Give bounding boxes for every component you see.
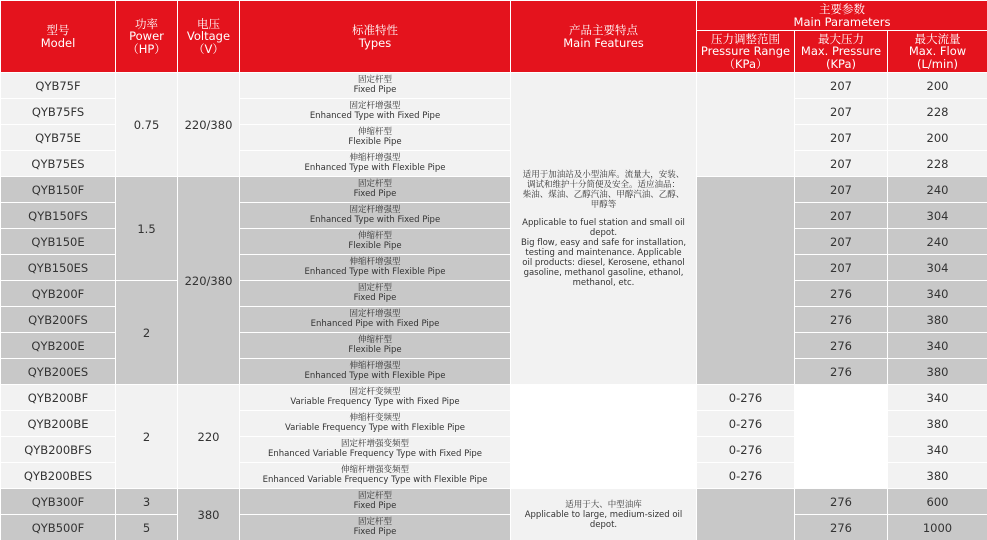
header-voltage: 电压 Voltage （V）: [178, 1, 240, 73]
type-cell: 固定杆增强型 Enhanced Pipe with Fixed Pipe: [240, 307, 511, 333]
max-pressure-cell: 207: [795, 255, 888, 281]
max-pressure-cell: 207: [795, 203, 888, 229]
header-main-features: 产品主要特点 Main Features: [511, 1, 697, 73]
max-flow-cell: 340: [888, 333, 987, 359]
voltage-cell: 220: [178, 385, 240, 489]
table-header: [1, 1, 987, 73]
max-pressure-cell: 276: [795, 333, 888, 359]
pressure-range-cell: 0-276: [697, 463, 795, 489]
table-row: [1, 385, 987, 411]
max-flow-cell: 380: [888, 359, 987, 385]
power-cell: 0.75: [116, 73, 178, 177]
type-cell: 固定杆增强型 Enhanced Type with Fixed Pipe: [240, 99, 511, 125]
max-pressure-cell: 207: [795, 151, 888, 177]
max-pressure-cell: 276: [795, 515, 888, 540]
header-max-flow: 最大流量 Max. Flow (L/min): [888, 31, 987, 73]
model-cell: QYB200FS: [1, 307, 116, 333]
pressure-range-cell: [697, 489, 795, 540]
max-pressure-cell: 276: [795, 307, 888, 333]
table-row: [1, 177, 987, 203]
pressure-range-cell: [697, 177, 795, 385]
model-cell: QYB200E: [1, 333, 116, 359]
max-pressure-cell: 207: [795, 125, 888, 151]
type-cell: 伸缩杆型 Flexible Pipe: [240, 229, 511, 255]
max-pressure-cell-empty: [795, 385, 888, 489]
model-cell: QYB150ES: [1, 255, 116, 281]
max-flow-cell: 380: [888, 411, 987, 437]
type-cell: 伸缩杆增强型 Enhanced Type with Flexible Pipe: [240, 255, 511, 281]
max-flow-cell: 228: [888, 99, 987, 125]
pressure-range-cell: 0-276: [697, 385, 795, 411]
power-cell: 1.5: [116, 177, 178, 281]
max-flow-cell: 200: [888, 125, 987, 151]
max-pressure-cell: 207: [795, 99, 888, 125]
power-cell: 5: [116, 515, 178, 540]
model-cell: QYB200BF: [1, 385, 116, 411]
table-row: [1, 281, 987, 307]
max-pressure-cell: 276: [795, 489, 888, 515]
model-cell: QYB150E: [1, 229, 116, 255]
model-cell: QYB300F: [1, 489, 116, 515]
max-flow-cell: 340: [888, 385, 987, 411]
model-cell: QYB75F: [1, 73, 116, 99]
max-flow-cell: 340: [888, 281, 987, 307]
type-cell: 固定杆型 Fixed Pipe: [240, 489, 511, 515]
type-cell: 伸缩杆增强变频型 Enhanced Variable Frequency Type with Flexible Pipe: [240, 463, 511, 489]
max-flow-cell: 380: [888, 463, 987, 489]
model-cell: QYB75ES: [1, 151, 116, 177]
features-cell-empty: [511, 385, 697, 489]
voltage-cell: 380: [178, 489, 240, 540]
table-body: [1, 73, 987, 540]
type-cell: 固定杆增强变频型 Enhanced Variable Frequency Type with Fixed Pipe: [240, 437, 511, 463]
model-cell: QYB75E: [1, 125, 116, 151]
max-pressure-cell: 207: [795, 229, 888, 255]
header-model: 型号 Model: [1, 1, 116, 73]
pressure-range-cell: 0-276: [697, 437, 795, 463]
model-cell: QYB500F: [1, 515, 116, 540]
max-pressure-cell: 207: [795, 73, 888, 99]
max-flow-cell: 200: [888, 73, 987, 99]
model-cell: QYB150F: [1, 177, 116, 203]
table-row: [1, 489, 987, 515]
table-row: [1, 73, 987, 99]
type-cell: 伸缩杆增强型 Enhanced Type with Flexible Pipe: [240, 151, 511, 177]
max-flow-cell: 240: [888, 177, 987, 203]
type-cell: 伸缩杆型 Flexible Pipe: [240, 125, 511, 151]
type-cell: 固定杆变频型 Variable Frequency Type with Fixed Pipe: [240, 385, 511, 411]
type-cell: 伸缩杆增强型 Enhanced Type with Flexible Pipe: [240, 359, 511, 385]
type-cell: 伸缩杆变频型 Variable Frequency Type with Flexible Pipe: [240, 411, 511, 437]
max-flow-cell: 304: [888, 255, 987, 281]
type-cell: 固定杆型 Fixed Pipe: [240, 177, 511, 203]
type-cell: 固定杆增强型 Enhanced Type with Fixed Pipe: [240, 203, 511, 229]
type-cell: 固定杆型 Fixed Pipe: [240, 73, 511, 99]
model-cell: QYB200ES: [1, 359, 116, 385]
type-cell: 伸缩杆型 Flexible Pipe: [240, 333, 511, 359]
features-cell-small-depot: 适用于加油站及小型油库。流量大，安装、 调试和维护十分简便及安全。适应油品： 柴油、煤油、乙醇汽油、甲醇汽油、乙醇、 甲醇等 Applicable to fuel station and small oil depot. Big flow, easy and safe for installation, testing and maintenance. Applicable oil products: diesel, Kerosene, ethanol gasoline, methanol gasoline, ethanol, methanol, etc.: [511, 73, 697, 385]
power-cell: 2: [116, 385, 178, 489]
max-flow-cell: 340: [888, 437, 987, 463]
type-cell: 固定杆型 Fixed Pipe: [240, 515, 511, 540]
pressure-range-cell: 0-276: [697, 411, 795, 437]
max-flow-cell: 228: [888, 151, 987, 177]
model-cell: QYB200BES: [1, 463, 116, 489]
model-cell: QYB200BE: [1, 411, 116, 437]
model-cell: QYB200F: [1, 281, 116, 307]
max-flow-cell: 240: [888, 229, 987, 255]
max-flow-cell: 1000: [888, 515, 987, 540]
type-cell: 固定杆型 Fixed Pipe: [240, 281, 511, 307]
table-row: [1, 515, 987, 540]
max-flow-cell: 380: [888, 307, 987, 333]
header-pressure-range: 压力调整范围 Pressure Range （KPa）: [697, 31, 795, 73]
power-cell: 2: [116, 281, 178, 385]
max-pressure-cell: 276: [795, 281, 888, 307]
header-main-parameters: 主要参数 Main Parameters: [697, 1, 987, 31]
model-cell: QYB75FS: [1, 99, 116, 125]
voltage-cell: 220/380: [178, 73, 240, 177]
max-flow-cell: 600: [888, 489, 987, 515]
header-max-pressure: 最大压力 Max. Pressure (KPa): [795, 31, 888, 73]
header-types: 标准特性 Types: [240, 1, 511, 73]
header-power: 功率 Power （HP）: [116, 1, 178, 73]
max-pressure-cell: 207: [795, 177, 888, 203]
model-cell: QYB150FS: [1, 203, 116, 229]
power-cell: 3: [116, 489, 178, 515]
voltage-cell: 220/380: [178, 177, 240, 385]
pressure-range-cell: [697, 73, 795, 177]
features-cell-large-depot: 适用于大、中型油库 Applicable to large, medium-sized oil depot.: [511, 489, 697, 540]
model-cell: QYB200BFS: [1, 437, 116, 463]
max-pressure-cell: 276: [795, 359, 888, 385]
max-flow-cell: 304: [888, 203, 987, 229]
